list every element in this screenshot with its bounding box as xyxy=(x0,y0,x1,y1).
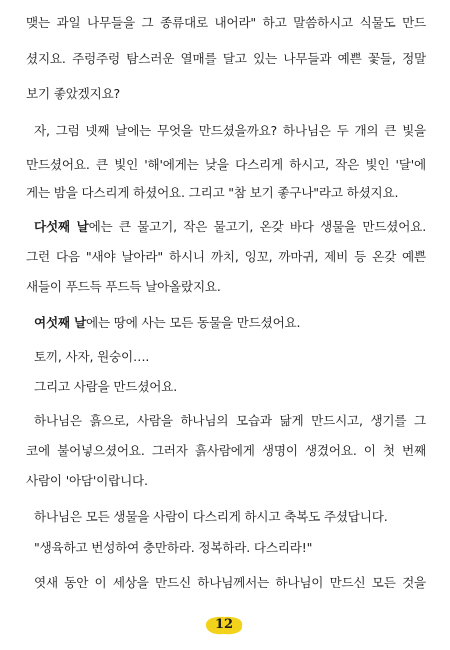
text-line: 보기 좋았겠지요? xyxy=(26,86,121,101)
text-line: 맺는 과일 나무들을 그 종류대로 내어라" 하고 말씀하시고 식물도 만드 xyxy=(26,15,426,30)
text-line: 하나님은 모든 생물을 사람이 다스리게 하시고 축복도 주셨답니다. xyxy=(34,509,388,524)
text-line: 하나님은 흙으로, 사람을 하나님의 모습과 닮게 만드시고, 생기를 그 xyxy=(34,413,426,428)
text-line: 셨지요. 주렁주렁 탐스러운 열매를 달고 있는 나무들과 예쁜 꽃들, 정말 xyxy=(26,51,426,66)
page-number: 12 xyxy=(214,617,234,632)
text-line: 사람이 '아담'이랍니다. xyxy=(26,473,148,488)
text-line: 새들이 푸드득 푸드득 날아올랐지요. xyxy=(26,279,221,294)
text-line: 만드셨어요. 큰 빛인 '해'에게는 낮을 다스리게 하시고, 작은 빛인 '달'에 xyxy=(26,157,426,172)
text-line: 자, 그럼 넷째 날에는 무엇을 만드셨을까요? 하나님은 두 개의 큰 빛을 xyxy=(34,123,426,138)
emphasis-day-five: 다섯째 날 xyxy=(34,219,89,234)
text-line: 그리고 사람을 만드셨어요. xyxy=(34,379,178,394)
emphasis-day-six: 여섯째 날 xyxy=(34,315,87,330)
page-number-badge xyxy=(202,614,246,636)
text-line: "생육하고 번성하여 충만하라. 정복하라. 다스리라!" xyxy=(34,540,313,555)
text-line: 게는 밤을 다스리게 하셨어요. 그리고 "참 보기 좋구나"라고 하셨지요. xyxy=(26,185,399,200)
text-line: 토끼, 사자, 원숭이…. xyxy=(34,349,150,364)
text-line: 다섯째 날에는 큰 물고기, 작은 물고기, 온갖 바다 생물을 만드셨어요. xyxy=(34,219,426,234)
text-line: 엿새 동안 이 세상을 만드신 하나님께서는 하나님이 만드신 모든 것을 xyxy=(34,575,426,590)
text-line: 코에 불어넣으셨어요. 그러자 흙사람에게 생명이 생겼어요. 이 첫 번째 xyxy=(26,443,426,458)
text-line: 그런 다음 "새야 날아라" 하시니 까치, 잉꼬, 까마귀, 제비 등 온갖 예쁜 xyxy=(26,249,426,264)
text-line: 여섯째 날에는 땅에 사는 모든 동물을 만드셨어요. xyxy=(34,315,301,330)
